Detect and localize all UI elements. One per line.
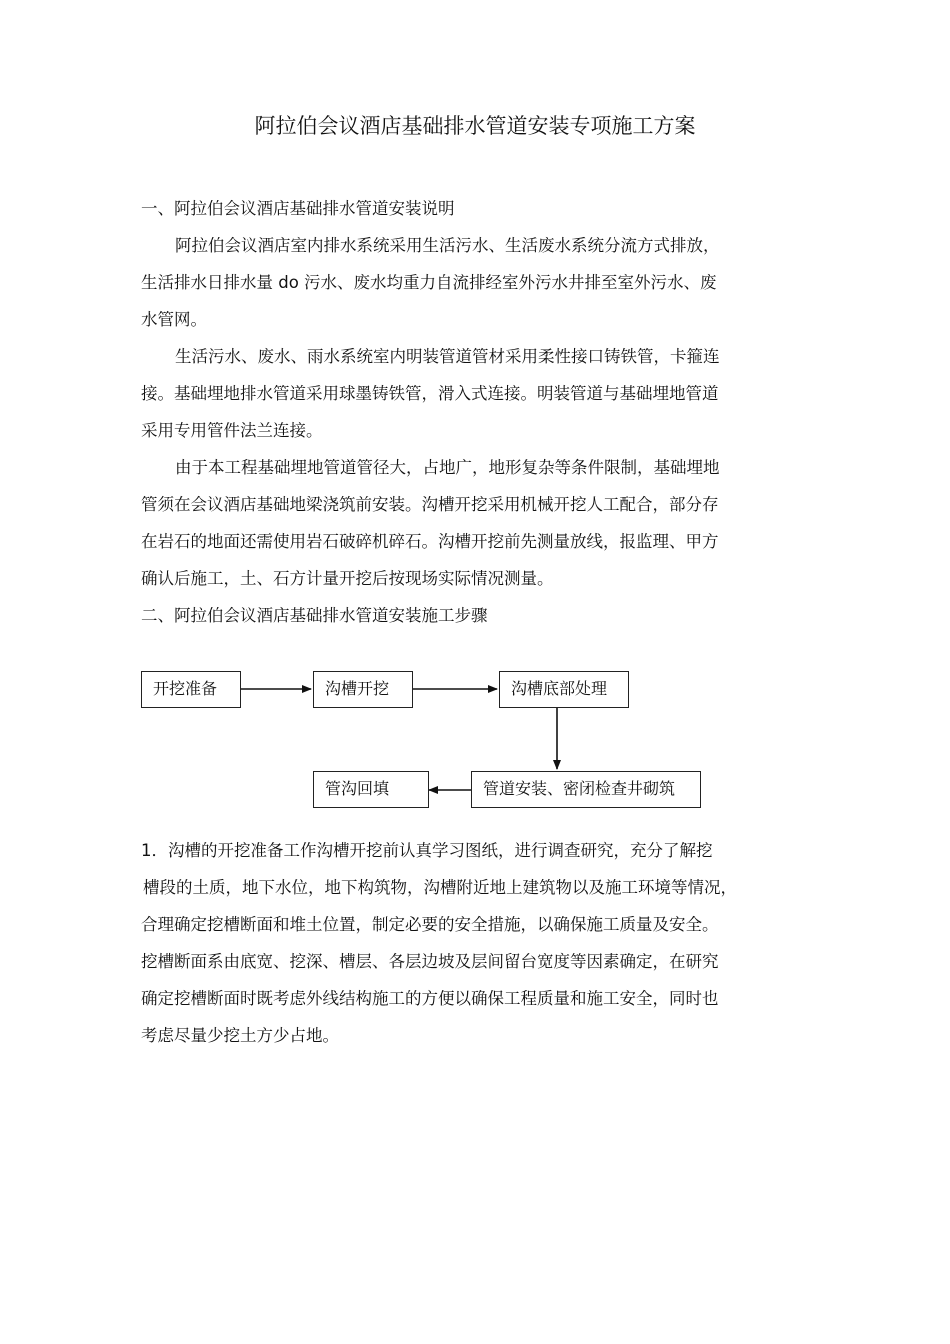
paragraph-line: 采用专用管件法兰连接。: [141, 421, 323, 440]
paragraph-2: [141, 338, 831, 449]
paragraph-line: 生活排水日排水量 do 污水、废水均重力自流排经室外污水井排至室外污水、废: [141, 273, 717, 292]
paragraph-line: 确定挖槽断面时既考虑外线结构施工的方便以确保工程质量和施工安全，同时也: [141, 989, 719, 1008]
flow-step-trench-bottom-treatment: 沟槽底部处理: [499, 671, 629, 708]
paragraph-line: 阿拉伯会议酒店室内排水系统采用生活污水、生活废水系统分流方式排放，: [175, 236, 720, 255]
section-1: [141, 190, 831, 634]
paragraph-line: 挖槽断面系由底宽、挖深、槽层、各层边坡及层间留台宽度等因素确定，在研究: [141, 952, 719, 971]
paragraph-line: 由于本工程基础埋地管道管径大，占地广，地形复杂等条件限制，基础埋地: [175, 458, 720, 477]
paragraph-line: 1．沟槽的开挖准备工作沟槽开挖前认真学习图纸，进行调查研究，充分了解挖: [141, 841, 713, 860]
paragraph-line: 生活污水、废水、雨水系统室内明装管道管材采用柔性接口铸铁管，卡箍连: [175, 347, 720, 366]
paragraph-line: 确认后施工，土、石方计量开挖后按现场实际情况测量。: [141, 569, 554, 588]
paragraph-line: 合理确定挖槽断面和堆土位置，制定必要的安全措施，以确保施工质量及安全。: [141, 915, 719, 934]
paragraph-1: [141, 227, 831, 338]
paragraph-line: 槽段的土质，地下水位，地下构筑物，沟槽附近地上建筑物以及施工环境等情况，: [143, 878, 737, 897]
paragraph-line: 在岩石的地面还需使用岩石破碎机碎石。沟槽开挖前先测量放线，报监理、甲方: [141, 532, 719, 551]
flow-step-trench-excavation: 沟槽开挖: [313, 671, 413, 708]
paragraph-line: 管须在会议酒店基础地梁浇筑前安装。沟槽开挖采用机械开挖人工配合，部分存: [141, 495, 719, 514]
section-1-heading: 一、阿拉伯会议酒店基础排水管道安装说明: [141, 199, 455, 218]
paragraph-line: 考虑尽量少挖土方少占地。: [141, 1026, 339, 1045]
paragraph-line: 水管网。: [141, 310, 207, 329]
paragraph-3: [141, 449, 831, 597]
flow-step-excavation-prep: 开挖准备: [141, 671, 241, 708]
paragraph-line: 接。基础埋地排水管道采用球墨铸铁管，滑入式连接。明装管道与基础埋地管道: [141, 384, 719, 403]
flow-step-pipe-installation: 管道安装、密闭检查井砌筑: [471, 771, 701, 808]
numbered-item-1: [141, 832, 831, 1054]
document-title: 阿拉伯会议酒店基础排水管道安装专项施工方案: [254, 114, 696, 138]
flow-step-backfill: 管沟回填: [313, 771, 429, 808]
section-2-heading: 二、阿拉伯会议酒店基础排水管道安装施工步骤: [141, 606, 488, 625]
